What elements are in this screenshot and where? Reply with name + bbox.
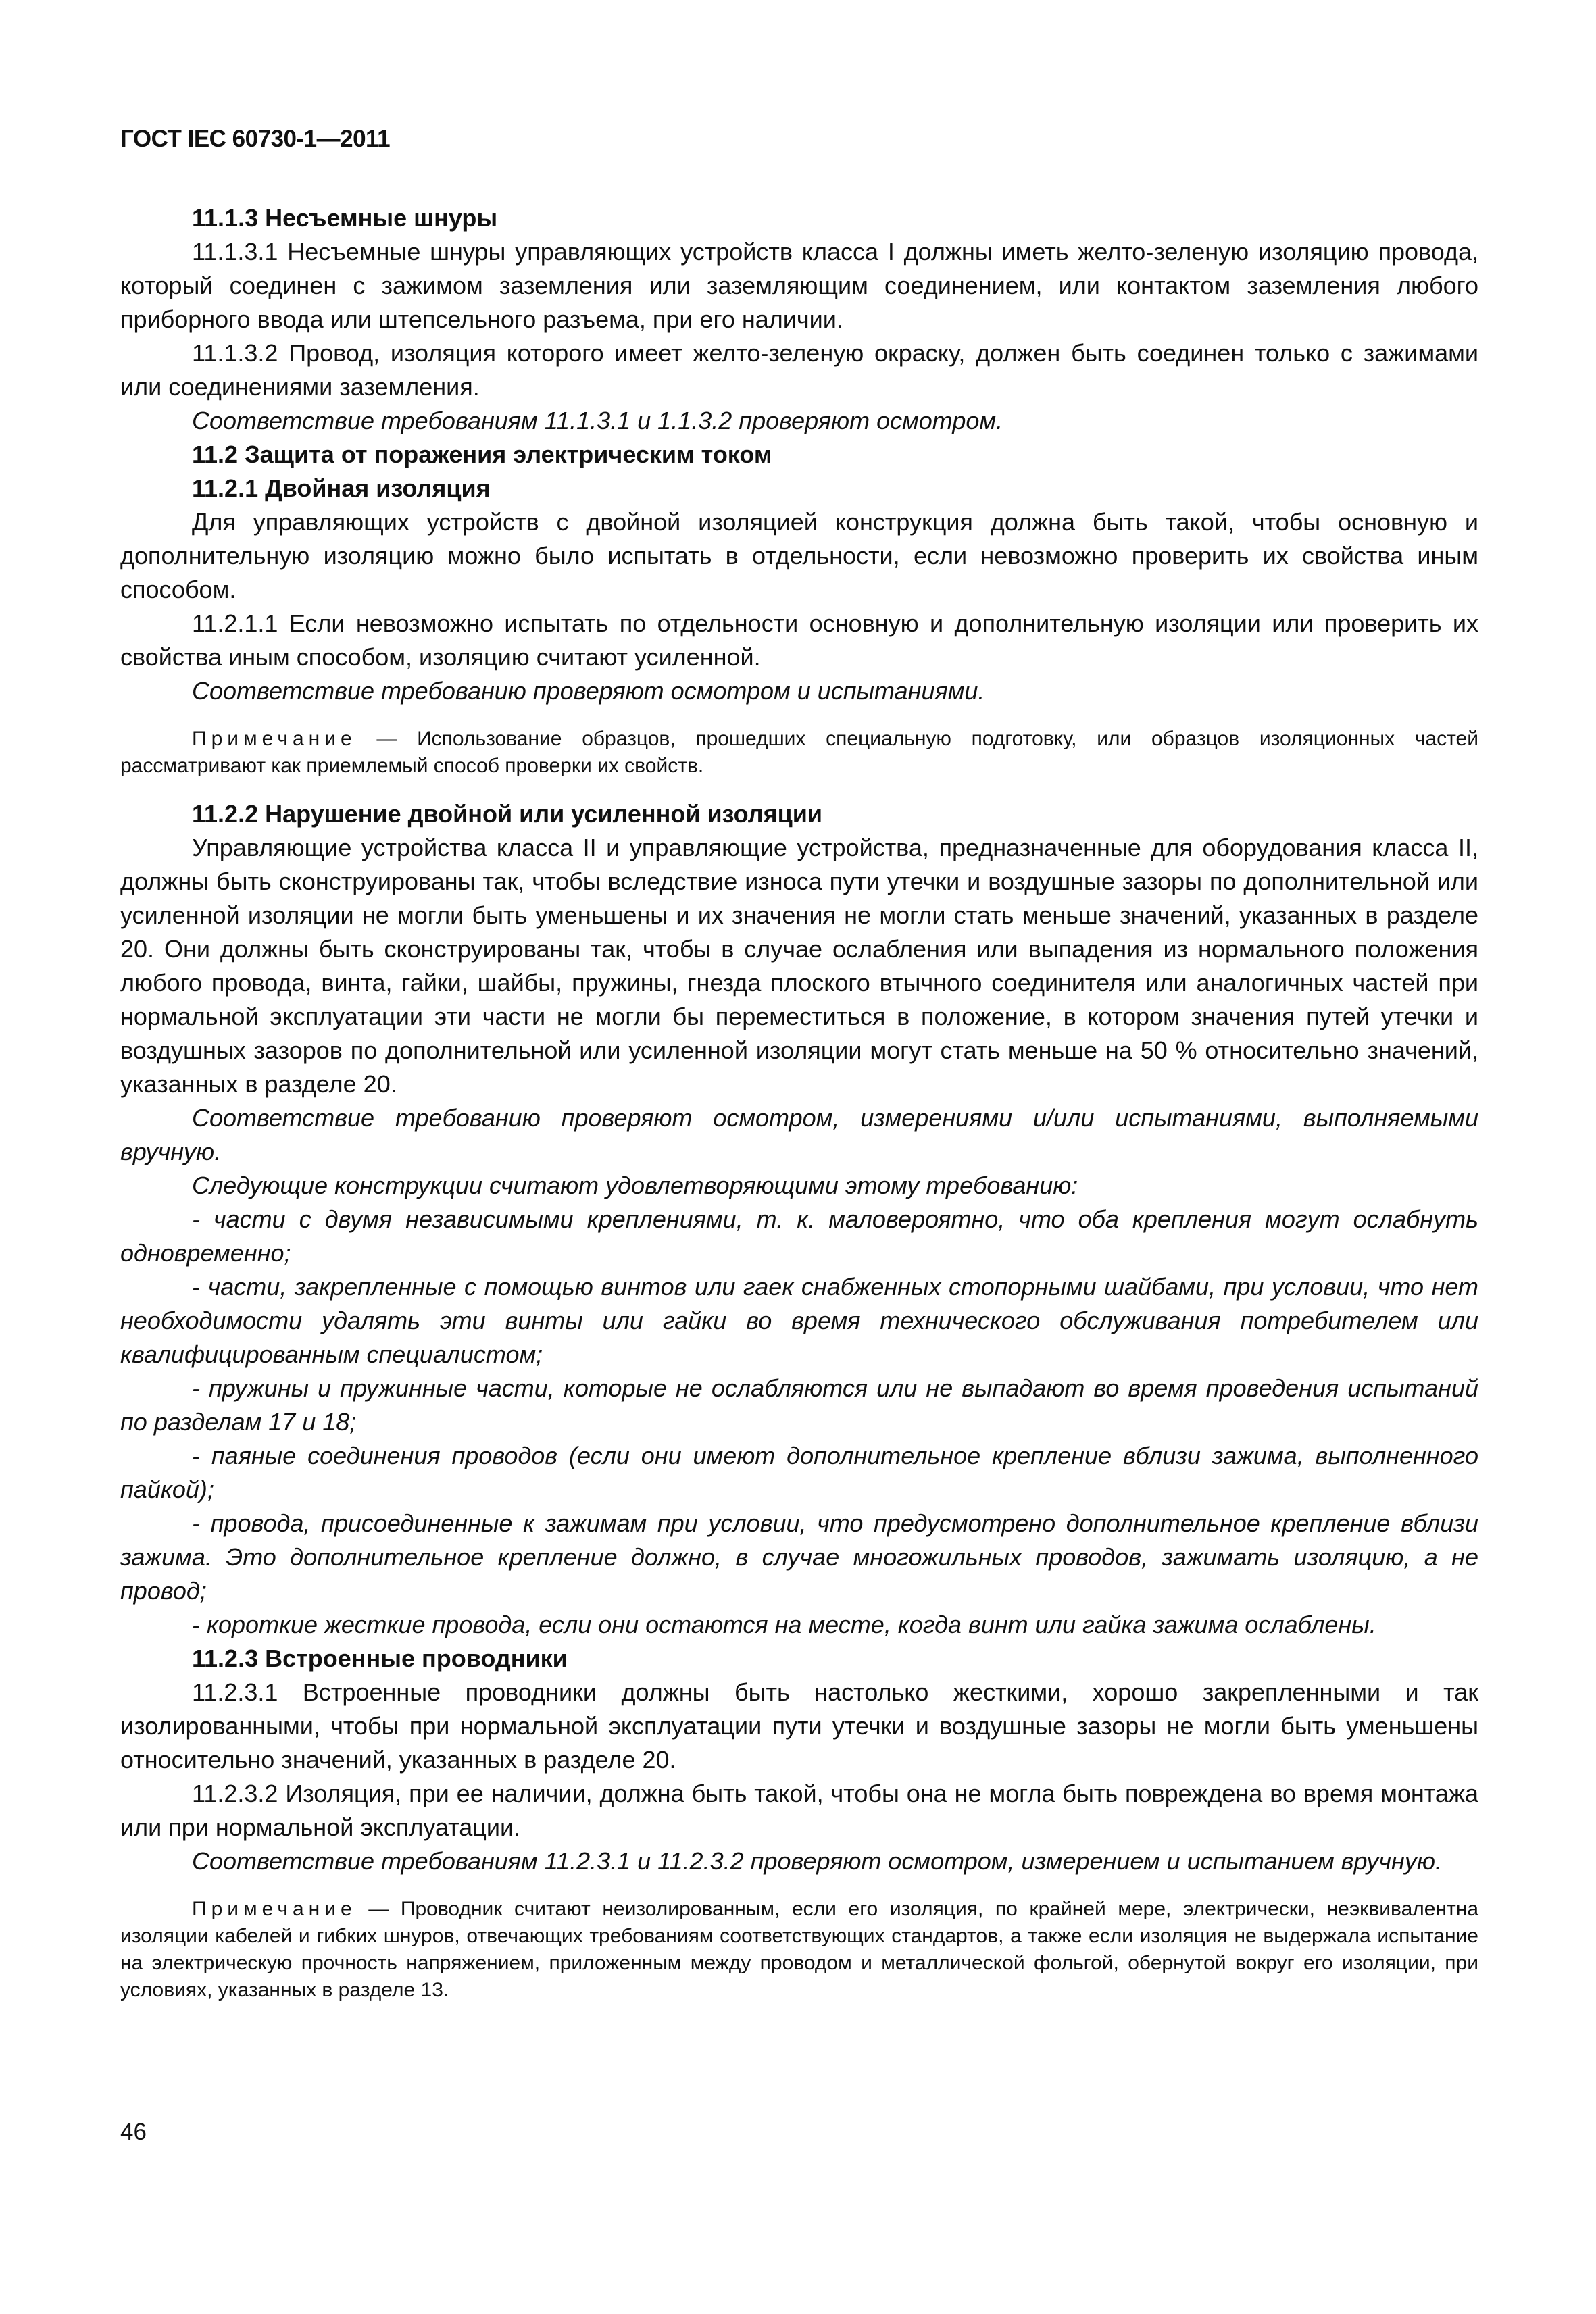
- paragraph-11-1-3-2: 11.1.3.2 Провод, изоляция которого имеет желто-зеленую окраску, должен быть соединен только с зажимами или соединениями заземления.: [120, 339, 1478, 401]
- compliance-text-11-2-2: Соответствие требованию проверяют осмотром, измерениями и/или испытаниями, выполняемыми вручную.: [120, 1104, 1478, 1165]
- constructions-intro: Следующие конструкции считают удовлетворяющими этому требованию:: [192, 1172, 1078, 1199]
- list-item: - пружины и пружинные части, которые не ослабляются или не выпадают во время проведения испытаний по разделам 17 и 18;: [120, 1374, 1478, 1436]
- paragraph-11-2-1: Для управляющих устройств с двойной изоляцией конструкция должна быть такой, чтобы основную и дополнительную изоляцию можно было испытать в отдельности, если невозможно проверить их свойства иным способом.: [120, 508, 1478, 603]
- note-text: — Проводник считают неизолированным, если его изоляция, по крайней мере, электрически, неэквивалентна изоляции кабелей и гибких шнуров, отвечающих требованиям соответствующих стандартов, а также если изоляция не выдержала испытание на электрическую прочность напряжением, приложенным между проводом и металлической фольгой, обернутой вокруг его изоляции, при условиях, указанных в разделе 13.: [120, 1898, 1478, 2001]
- section-heading-11-2-3: 11.2.3 Встроенные проводники: [192, 1644, 568, 1672]
- paragraph-11-2-3-2: 11.2.3.2 Изоляция, при ее наличии, должна быть такой, чтобы она не могла быть повреждена во время монтажа или при нормальной эксплуатации.: [120, 1780, 1478, 1841]
- list-item: - провода, присоединенные к зажимам при условии, что предусмотрено дополнительное крепление вблизи зажима. Это дополнительное крепление должно, в случае многожильных проводов, зажимать изоляцию, а не провод;: [120, 1509, 1478, 1605]
- note-11-2-3: [120, 1896, 1478, 2004]
- note-label: Примечание: [192, 728, 357, 750]
- list-item: - паяные соединения проводов (если они имеют дополнительное крепление вблизи зажима, выполненного пайкой);: [120, 1442, 1478, 1503]
- section-heading-11-2-1: 11.2.1 Двойная изоляция: [192, 474, 491, 502]
- note-11-2-1: [120, 726, 1478, 780]
- document-body: [120, 201, 1478, 2021]
- paragraph-11-2-2: Управляющие устройства класса II и управляющие устройства, предназначенные для оборудования класса II, должны быть сконструированы так, чтобы вследствие износа пути утечки и воздушные зазоры по дополнительной или усиленной изоляции не могли быть уменьшены и их значения не могли стать меньше значений, указанных в разделе 20. Они должны быть сконструированы так, чтобы в случае ослабления или выпадения из нормального положения любого провода, винта, гайки, шайбы, пружины, гнезда плоского втычного соединителя или аналогичных частей при нормальной эксплуатации эти части не могли бы переместиться в положение, в котором значения путей утечки и воздушных зазоров по дополнительной или усиленной изоляции могут стать меньше на 50 % относительно значений, указанных в разделе 20.: [120, 834, 1478, 1098]
- compliance-text-11-2-1: Соответствие требованию проверяют осмотром и испытаниями.: [192, 677, 985, 705]
- section-heading-11-2: 11.2 Защита от поражения электрическим током: [192, 441, 772, 468]
- compliance-text-11-2-3: Соответствие требованиям 11.2.3.1 и 11.2.3.2 проверяют осмотром, измерением и испытанием вручную.: [192, 1847, 1442, 1875]
- note-text: — Использование образцов, прошедших специальную подготовку, или образцов изоляционных частей рассматривают как приемлемый способ проверки их свойств.: [120, 728, 1478, 777]
- paragraph-11-2-3-1: 11.2.3.1 Встроенные проводники должны быть настолько жесткими, хорошо закрепленными и так изолированными, чтобы при нормальной эксплуатации пути утечки и воздушные зазоры не могли быть уменьшены относительно значений, указанных в разделе 20.: [120, 1678, 1478, 1774]
- paragraph-11-1-3-1: 11.1.3.1 Несъемные шнуры управляющих устройств класса I должны иметь желто-зеленую изоляцию провода, который соединен с зажимом заземления или заземляющим соединением, или контактом заземления любого приборного ввода или штепсельного разъема, при его наличии.: [120, 238, 1478, 333]
- list-item: - части с двумя независимыми креплениями, т. к. маловероятно, что оба крепления могут ослабнуть одновременно;: [120, 1205, 1478, 1267]
- list-item: - части, закрепленные с помощью винтов или гаек снабженных стопорными шайбами, при условии, что нет необходимости удалять эти винты или гайки во время технического обслуживания потребителем или квалифицированным специалистом;: [120, 1273, 1478, 1368]
- section-heading-11-2-2: 11.2.2 Нарушение двойной или усиленной изоляции: [192, 800, 823, 828]
- paragraph-11-2-1-1: 11.2.1.1 Если невозможно испытать по отдельности основную и дополнительную изоляции или проверить их свойства иным способом, изоляцию считают усиленной.: [120, 609, 1478, 671]
- document-header: ГОСТ IEC 60730-1—2011: [120, 126, 391, 152]
- list-item: - короткие жесткие провода, если они остаются на месте, когда винт или гайка зажима ослаблены.: [192, 1611, 1376, 1638]
- compliance-text-11-1-3: Соответствие требованиям 11.1.3.1 и 1.1.3.2 проверяют осмотром.: [192, 407, 1003, 434]
- note-label: Примечание: [192, 1898, 357, 1920]
- section-heading-11-1-3: 11.1.3 Несъемные шнуры: [192, 204, 498, 232]
- page-number: 46: [120, 2119, 147, 2145]
